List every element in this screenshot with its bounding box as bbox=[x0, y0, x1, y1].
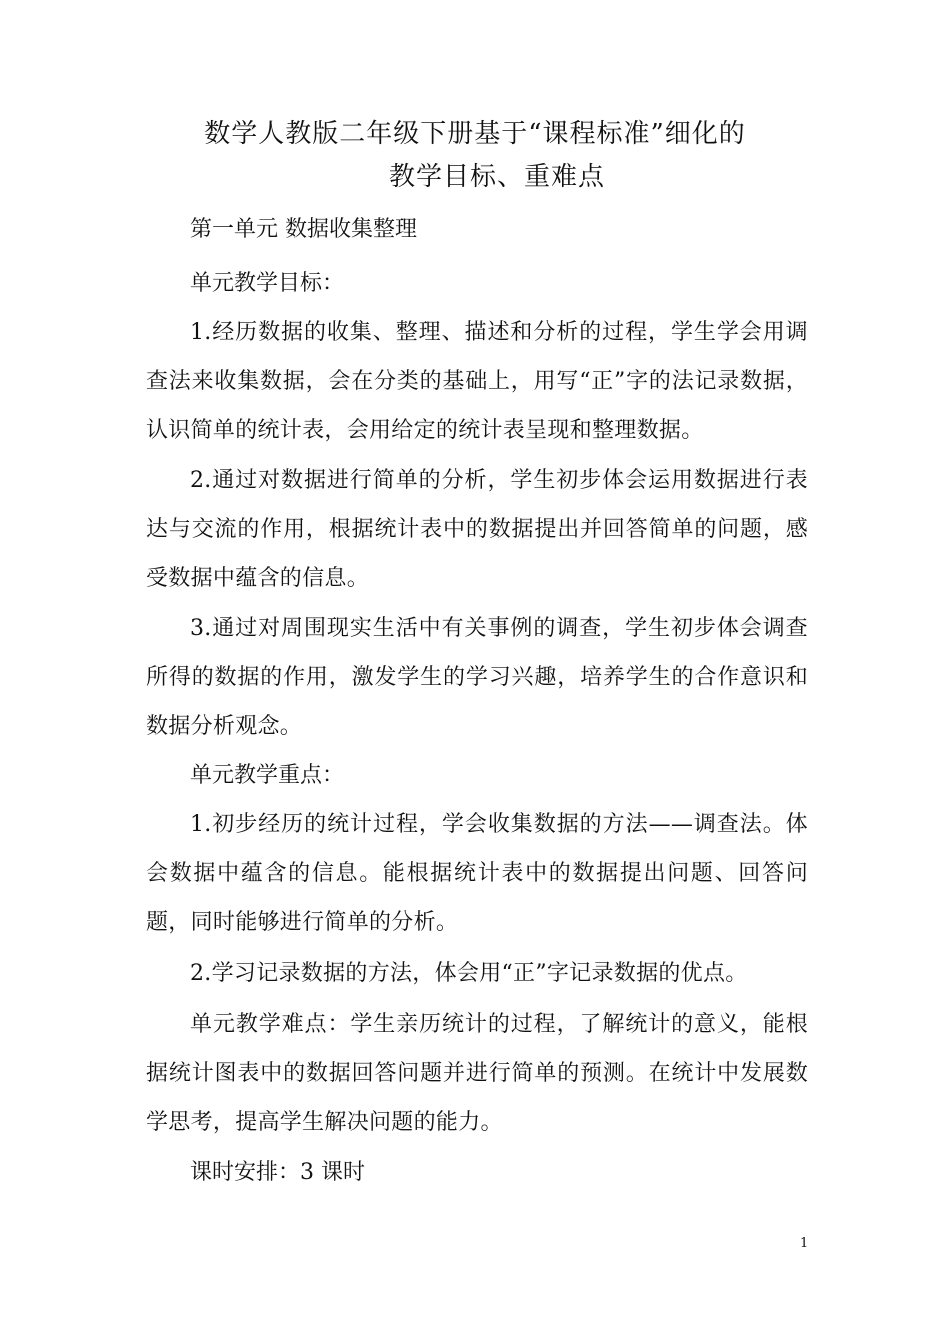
page-number: 1 bbox=[800, 1236, 809, 1251]
key-point-paragraph-1: 1.初步经历的统计过程，学会收集数据的方法——调查法。体会数据中蕴含的信息。能根据统计表中的数据提出问题、回答问题，同时能够进行简单的分析。 bbox=[146, 812, 808, 935]
goal-paragraph-3: 3.通过对周围现实生活中有关事例的调查，学生初步体会调查所得的数据的作用，激发学生的学习兴趣，培养学生的合作意识和数据分析观念。 bbox=[146, 616, 808, 739]
schedule-line: 课时安排：3 课时 bbox=[190, 1160, 365, 1185]
goals-heading: 单元教学目标： bbox=[190, 271, 345, 296]
difficulty-paragraph: 单元教学难点：学生亲历统计的过程，了解统计的意义，能根据统计图表中的数据回答问题并进行简单的预测。在统计中发展数学思考，提高学生解决问题的能力。 bbox=[146, 1012, 808, 1135]
document-title-line-1: 数学人教版二年级下册基于“课程标准”细化的 bbox=[204, 119, 746, 149]
unit-heading: 第一单元 数据收集整理 bbox=[190, 217, 417, 242]
document-title-line-2: 教学目标、重难点 bbox=[388, 162, 605, 192]
key-point-paragraph-2: 2.学习记录数据的方法，体会用“正”字记录数据的优点。 bbox=[190, 961, 748, 986]
goal-paragraph-2: 2.通过对数据进行简单的分析，学生初步体会运用数据进行表达与交流的作用，根据统计表中的数据提出并回答简单的问题，感受数据中蕴含的信息。 bbox=[146, 468, 808, 591]
key-points-heading: 单元教学重点： bbox=[190, 763, 345, 788]
goal-paragraph-1: 1.经历数据的收集、整理、描述和分析的过程，学生学会用调查法来收集数据，会在分类的基础上，用写“正”字的法记录数据，认识简单的统计表，会用给定的统计表呈现和整理数据。 bbox=[146, 320, 808, 443]
